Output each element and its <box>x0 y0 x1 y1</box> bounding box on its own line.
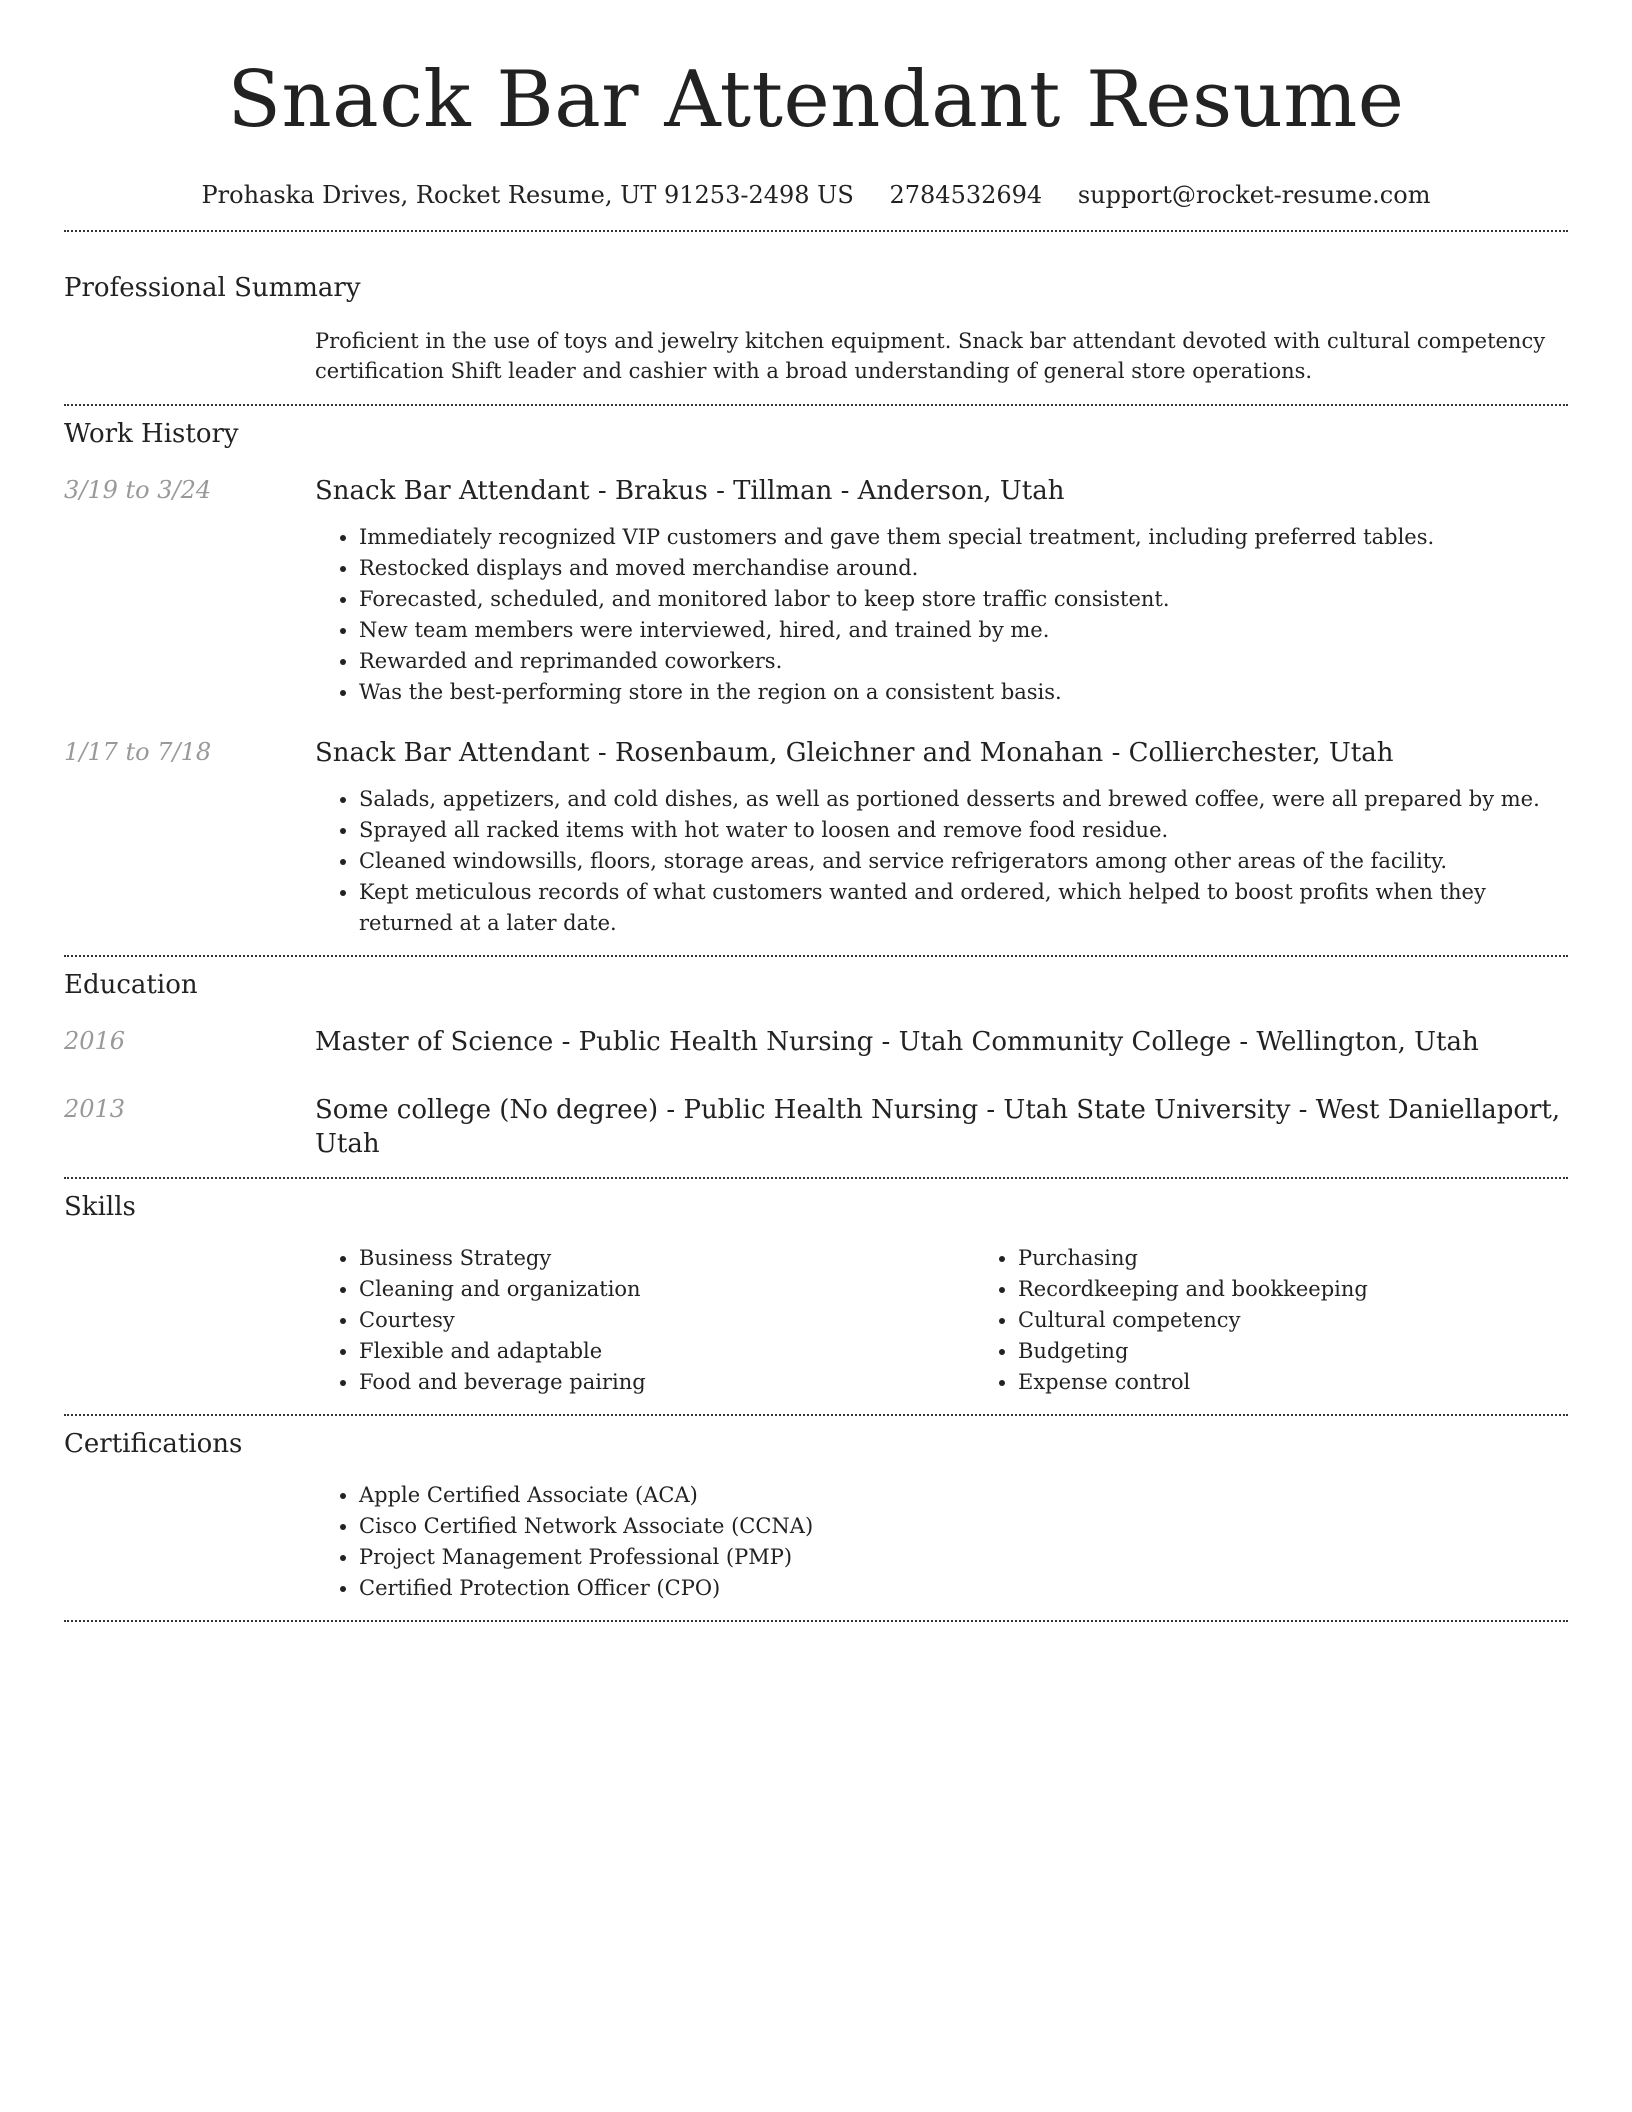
job-heading: Snack Bar Attendant - Brakus - Tillman - Anderson, Utah <box>315 476 1065 506</box>
contact-phone: 2784532694 <box>889 181 1043 209</box>
summary-title: Professional Summary <box>64 273 361 303</box>
contact-line <box>64 178 1568 212</box>
list-item: • Courtesy <box>359 1305 974 1336</box>
work-title: Work History <box>64 419 239 449</box>
job-entry <box>64 736 1568 939</box>
list-item: • Rewarded and reprimanded coworkers. <box>359 646 1568 677</box>
skills-title: Skills <box>64 1192 136 1222</box>
resume-title: Snack Bar Attendant Resume <box>227 55 1405 145</box>
list-item: • Recordkeeping and bookkeeping <box>1018 1274 1632 1305</box>
certifications-list <box>315 1480 1568 1604</box>
list-item: • Immediately recognized VIP customers and gave them special treatment, including preferred tables. <box>359 522 1568 553</box>
summary-section <box>64 232 1568 386</box>
job-heading: Snack Bar Attendant - Rosenbaum, Gleichner and Monahan - Collierchester, Utah <box>315 738 1394 768</box>
summary-text: Proficient in the use of toys and jewelry kitchen equipment. Snack bar attendant devoted with cultural competency certification Shift leader and cashier with a broad understanding of general store operations. <box>315 329 1546 383</box>
list-item: • Budgeting <box>1018 1336 1632 1367</box>
list-item: • Cleaning and organization <box>359 1274 974 1305</box>
list-item: • Project Management Professional (PMP) <box>359 1542 1568 1573</box>
certifications-title: Certifications <box>64 1429 243 1459</box>
education-year: 2016 <box>64 1027 126 1055</box>
job-bullets <box>315 784 1568 939</box>
education-heading: Master of Science - Public Health Nursing - Utah Community College - Wellington, Utah <box>315 1027 1479 1057</box>
education-year: 2013 <box>64 1095 126 1123</box>
job-entry <box>64 474 1568 708</box>
list-item: • Apple Certified Associate (ACA) <box>359 1480 1568 1511</box>
list-item: • Sprayed all racked items with hot water to loosen and remove food residue. <box>359 815 1568 846</box>
list-item: • Was the best-performing store in the region on a consistent basis. <box>359 677 1568 708</box>
skills-list-right <box>974 1243 1632 1398</box>
list-item: • New team members were interviewed, hired, and trained by me. <box>359 615 1568 646</box>
list-item: • Kept meticulous records of what customers wanted and ordered, which helped to boost profits when they returned at a later date. <box>359 877 1568 939</box>
work-section <box>64 406 1568 939</box>
list-item: • Forecasted, scheduled, and monitored labor to keep store traffic consistent. <box>359 584 1568 615</box>
skills-list-left <box>315 1243 974 1398</box>
education-entry <box>64 1093 1568 1161</box>
list-item: • Cleaned windowsills, floors, storage areas, and service refrigerators among other areas of the facility. <box>359 846 1568 877</box>
contact-address: Prohaska Drives, Rocket Resume, UT 91253-2498 US <box>201 181 854 209</box>
list-item: • Cisco Certified Network Associate (CCNA) <box>359 1511 1568 1542</box>
education-heading: Some college (No degree) - Public Health Nursing - Utah State University - West Daniellaport, Utah <box>315 1095 1561 1159</box>
contact-email: support@rocket-resume.com <box>1077 181 1431 209</box>
list-item: • Salads, appetizers, and cold dishes, as well as portioned desserts and brewed coffee, were all prepared by me. <box>359 784 1568 815</box>
job-dates: 3/19 to 3/24 <box>64 476 212 504</box>
job-dates: 1/17 to 7/18 <box>64 738 212 766</box>
list-item: • Restocked displays and moved merchandise around. <box>359 553 1568 584</box>
list-item: • Flexible and adaptable <box>359 1336 974 1367</box>
list-item: • Cultural competency <box>1018 1305 1632 1336</box>
education-entry <box>64 1025 1568 1059</box>
education-title: Education <box>64 970 198 1000</box>
skills-section <box>64 1179 1568 1398</box>
certifications-section <box>64 1416 1568 1604</box>
list-item: • Expense control <box>1018 1367 1632 1398</box>
list-item: • Certified Protection Officer (CPO) <box>359 1573 1568 1604</box>
divider <box>64 1620 1568 1622</box>
education-section <box>64 957 1568 1161</box>
list-item: • Food and beverage pairing <box>359 1367 974 1398</box>
list-item: • Purchasing <box>1018 1243 1632 1274</box>
list-item: • Business Strategy <box>359 1243 974 1274</box>
job-bullets <box>315 522 1568 708</box>
